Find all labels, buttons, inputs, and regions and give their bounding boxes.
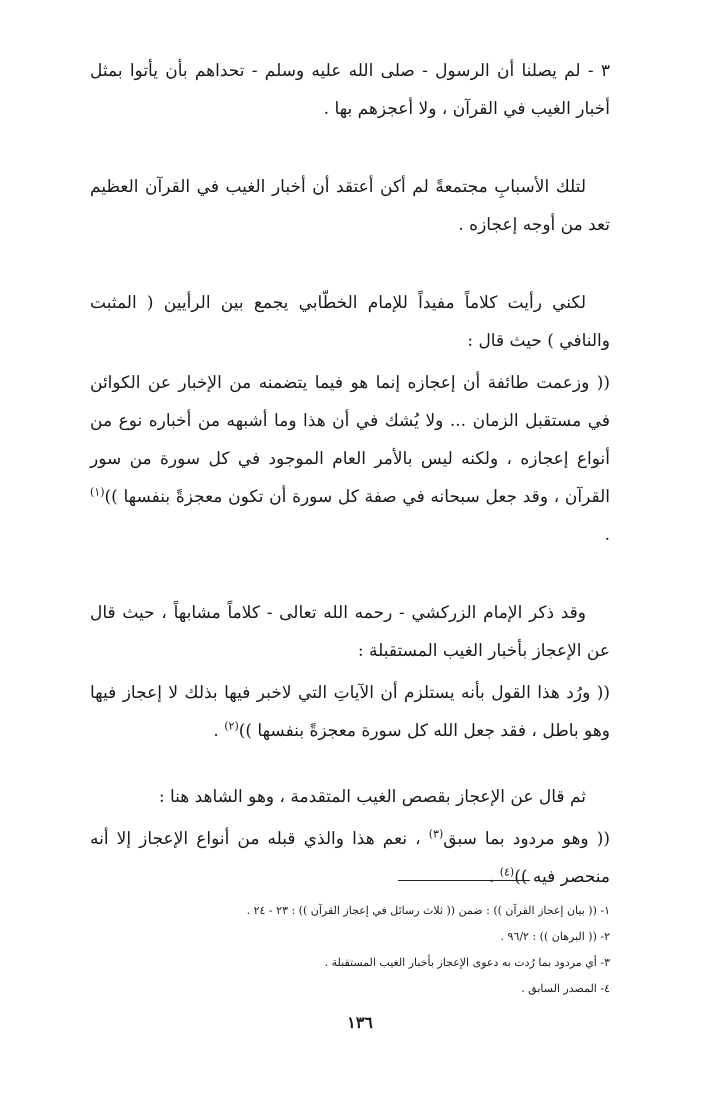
main-text: [90, 52, 610, 896]
quote-zarkashi-end: .: [213, 721, 225, 741]
paragraph-7: ثم قال عن الإعجاز بقصص الغيب المتقدمة ، وهو الشاهد هنا :: [158, 787, 586, 807]
footnote-2: ٢- (( البرهان )) : ٩٦/٢ .: [500, 930, 610, 943]
quote-zarkashi-2-end: .: [488, 867, 500, 887]
quote-zarkashi: [90, 674, 610, 750]
footnote-4: ٤- المصدر السابق .: [521, 982, 610, 995]
footnote-divider: [398, 880, 530, 881]
footnote-1: ١- (( بيان إعجاز القرآن )) : ضمن (( ثلاث رسائل في إعجاز القرآن )) : ٢٣ - ٢٤ .: [246, 904, 610, 917]
paragraph-2: لتلك الأسبابِ مجتمعةً لم أكن أعتقد أن أخبار الغيب في القرآن العظيم تعد من أوجه إعجازه .: [90, 177, 610, 235]
footnote-3: ٣- أي مردود بما رُدت به دعوى الإعجاز بأخبار الغيب المستقبلة .: [324, 956, 610, 969]
paragraph-3: لكني رأيت كلاماً مفيداً للإمام الخطّابي يجمع بين الرأيين ( المثبت والنافي ) حيث قال :: [90, 293, 610, 351]
footnote-ref-3: (٣): [428, 827, 444, 841]
page-number: ١٣٦: [347, 1013, 373, 1032]
footnote-ref-2: (٢): [224, 719, 239, 733]
quote-zarkashi-2-text-a: (( وهو مردود بما سبق: [443, 829, 611, 849]
paragraph-5: وقد ذكر الإمام الزركشي - رحمه الله تعالى - كلاماً مشابهاً ، حيث قال عن الإعجاز بأخبار الغيب المستقبلة :: [90, 603, 610, 661]
quote-zarkashi-2-text-b: ، نعم هذا والذي قبله من أنواع الإعجاز إلا أنه منحصر فيه )): [90, 829, 610, 887]
quote-khattabi: [90, 364, 610, 554]
quote-khattabi-text: (( وزعمت طائفة أن إعجازه إنما هو فيما يتضمنه من الإخبار عن الكوائن في مستقبل الزمان ... ولا يُشك في أن هذا وما أشبهه من أخباره نوع من أنواع إعجازه ، ولكنه ليس بالأمر العام الموجود في كل سورة من سور القرآن ، وقد جعل سبحانه في صفة كل سورة أن تكون معجزةً بنفسها )): [90, 373, 610, 507]
quote-zarkashi-2: [90, 820, 610, 896]
paragraph-1: ٣ - لم يصلنا أن الرسول - صلى الله عليه وسلم - تحداهم بأن يأتوا بمثل أخبار الغيب في القرآن ، ولا أعجزهم بها .: [90, 61, 610, 119]
footnote-ref-1: (١): [90, 485, 105, 499]
footnotes: [90, 898, 610, 1002]
quote-khattabi-end: .: [604, 525, 610, 545]
footnote-ref-4: (٤): [499, 865, 515, 879]
quote-zarkashi-text: (( ورُد هذا القول بأنه يستلزم أن الآياتِ التي لاخبر فيها بذلك لا إعجاز فيها وهو باطل ، فقد جعل الله كل سورة معجزةً بنفسها )): [90, 683, 610, 741]
